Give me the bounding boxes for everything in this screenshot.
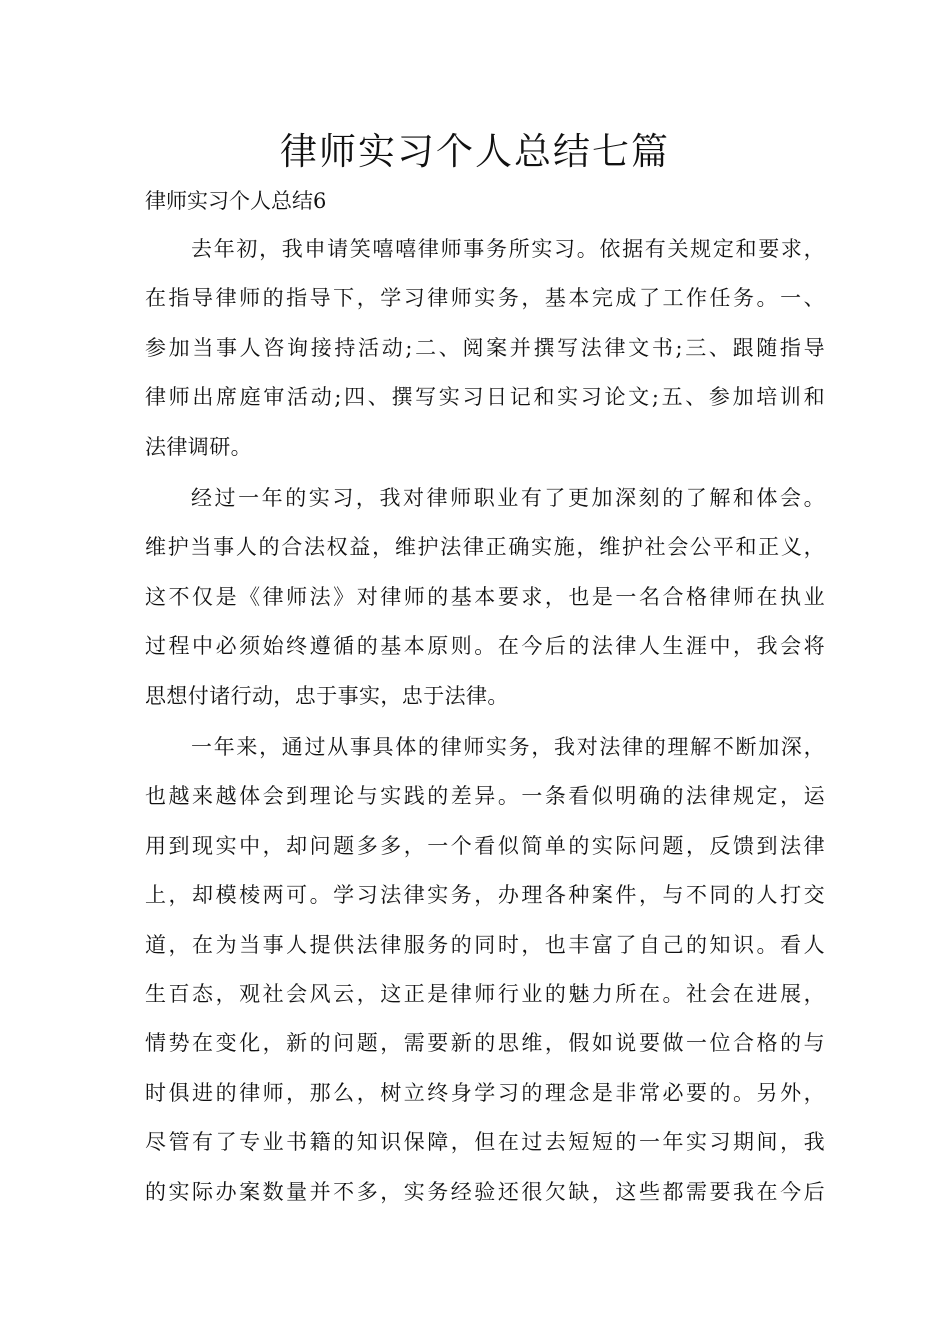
text-line: 维护当事人的合法权益，维护法律正确实施，维护社会公平和正义， bbox=[145, 535, 825, 560]
text-line: 情势在变化，新的问题，需要新的思维，假如说要做一位合格的与 bbox=[145, 1031, 825, 1056]
text-line: 思想付诸行动，忠于事实，忠于法律。 bbox=[145, 683, 509, 708]
paragraph-3 bbox=[145, 723, 825, 1217]
text-line: 也越来越体会到理论与实践的差异。一条看似明确的法律规定，运 bbox=[145, 784, 825, 809]
text-line: 一年来，通过从事具体的律师实务，我对法律的理解不断加深， bbox=[191, 735, 825, 759]
paragraph-1 bbox=[145, 225, 825, 472]
text-line: 道，在为当事人提供法律服务的同时，也丰富了自己的知识。看人 bbox=[145, 932, 825, 957]
text-line: 律师出席庭审活动;四、撰写实习日记和实习论文;五、参加培训和 bbox=[145, 385, 825, 410]
text-line: 这不仅是《律师法》对律师的基本要求，也是一名合格律师在执业 bbox=[145, 584, 825, 609]
text-line: 参加当事人咨询接持活动;二、阅案并撰写法律文书;三、跟随指导 bbox=[145, 335, 825, 360]
text-line: 过程中必须始终遵循的基本原则。在今后的法律人生涯中，我会将 bbox=[145, 634, 825, 659]
text-line: 经过一年的实习，我对律师职业有了更加深刻的了解和体会。 bbox=[191, 486, 825, 510]
document-title: 律师实习个人总结七篇 bbox=[280, 130, 670, 173]
text-line: 去年初，我申请笑嘻嘻律师事务所实习。依据有关规定和要求， bbox=[191, 237, 825, 261]
text-line: 上，却模棱两可。学习法律实务，办理各种案件，与不同的人打交 bbox=[145, 883, 825, 908]
text-line: 时俱进的律师，那么，树立终身学习的理念是非常必要的。另外， bbox=[145, 1080, 825, 1105]
text-line: 的实际办案数量并不多，实务经验还很欠缺，这些都需要我在今后 bbox=[145, 1179, 825, 1204]
text-line: 用到现实中，却问题多多，一个看似简单的实际问题，反馈到法律 bbox=[145, 833, 825, 858]
section-subtitle: 律师实习个人总结6 bbox=[145, 189, 327, 213]
text-line: 法律调研。 bbox=[145, 434, 252, 459]
text-line: 尽管有了专业书籍的知识保障，但在过去短短的一年实习期间，我 bbox=[145, 1130, 825, 1155]
paragraph-2 bbox=[145, 474, 825, 721]
text-line: 生百态，观社会风云，这正是律师行业的魅力所在。社会在进展， bbox=[145, 981, 825, 1006]
text-line: 在指导律师的指导下，学习律师实务，基本完成了工作任务。一、 bbox=[145, 286, 825, 311]
